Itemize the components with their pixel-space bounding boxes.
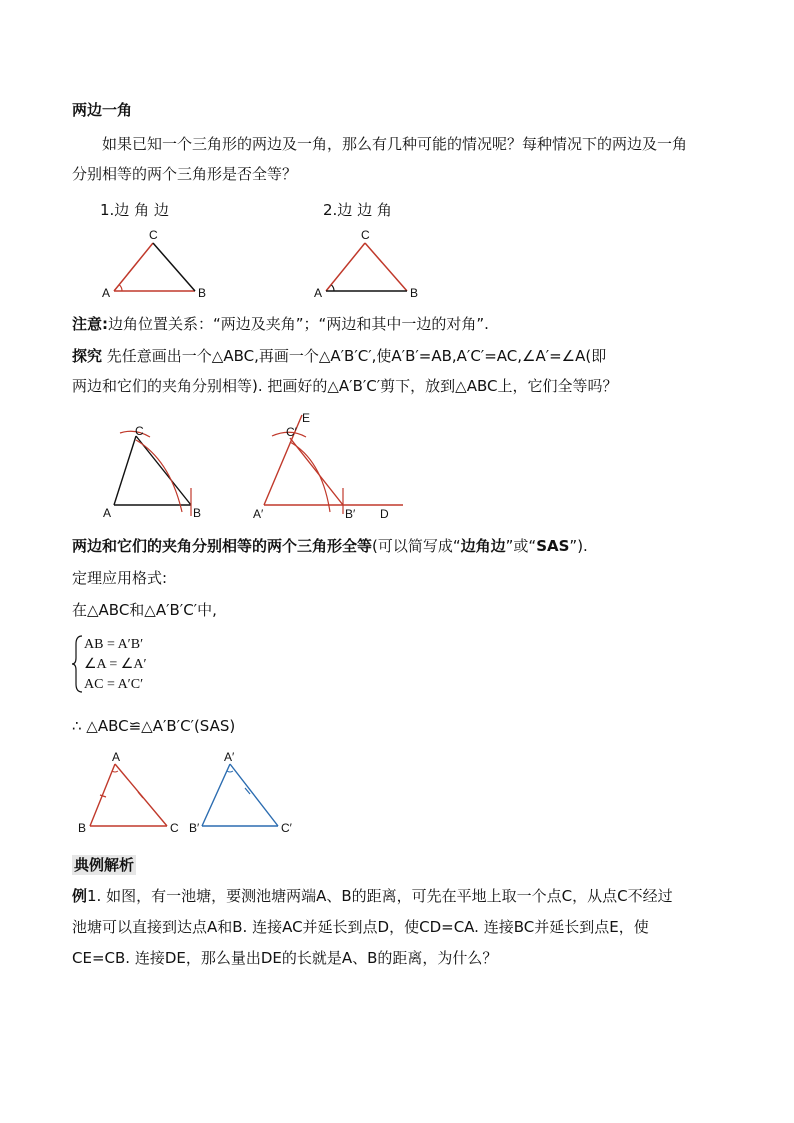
- condition-3: AC = A′C′: [84, 677, 144, 692]
- example-section-heading: [72, 855, 136, 875]
- example1-text-1: 1. 如图，有一池塘，要测池塘两端A、B的距离，可先在平地上取一个点C，从点C不经过: [87, 887, 673, 905]
- example-section-tag: 典例解析: [74, 856, 135, 874]
- note-line: [72, 314, 489, 334]
- condition-2: ∠A = ∠A′: [84, 657, 147, 672]
- figure-construction-right: [250, 410, 410, 520]
- case2-label: 2.边 边 角: [323, 201, 392, 219]
- fig1-label-b: B: [198, 286, 207, 300]
- theorem-text-c: ”).: [569, 537, 588, 555]
- fig2-label-c: C: [361, 228, 370, 242]
- fig4-label-c-prime: C′: [286, 425, 297, 439]
- theorem-text-a: (可以简写成“: [372, 537, 461, 555]
- conclusion: ∴ △ABC≌△A′B′C′(SAS): [72, 717, 236, 735]
- explore-line-1: [72, 346, 606, 366]
- example1-line-3: CE=CB. 连接DE，那么量出DE的长就是A、B的距离，为什么？: [72, 949, 498, 967]
- format-title: 定理应用格式:: [72, 569, 168, 587]
- fig5-label-c-prime: C′: [281, 821, 292, 835]
- fig1-label-a: A: [102, 286, 111, 300]
- condition-1: AB = A′B′: [84, 637, 144, 652]
- fig3-label-b: B: [193, 506, 202, 520]
- fig5-label-a: A: [112, 750, 121, 764]
- fig5-label-c: C: [170, 821, 179, 835]
- figure-sas-triangle: [100, 228, 215, 300]
- theorem-bold: 两边和它们的夹角分别相等的两个三角形全等: [72, 537, 373, 555]
- fig5-label-b: B: [78, 821, 87, 835]
- explore-label: 探究: [72, 347, 103, 365]
- fig4-label-a-prime: A′: [253, 507, 264, 521]
- note-text: 边角位置关系：“两边及夹角”；“两边和其中一边的对角”.: [108, 315, 489, 333]
- explore-text-1: 先任意画出一个△ABC,再画一个△A′B′C′,使A′B′=AB,A′C′=AC,∠A′=∠A(即: [102, 347, 607, 365]
- example1-label: 例: [72, 887, 88, 905]
- fig3-label-a: A: [103, 506, 112, 520]
- example1-line-1: [72, 886, 673, 906]
- theorem-sas: SAS: [536, 537, 570, 555]
- theorem-text-b: ”或“: [505, 537, 537, 555]
- example1-line-2: 池塘可以直接到达点A和B. 连接AC并延长到点D，使CD=CA. 连接BC并延长到点E，使: [72, 918, 649, 936]
- fig5-label-a-prime: A′: [224, 750, 235, 764]
- note-label: 注意:: [72, 315, 108, 333]
- figure-construction-left: [100, 420, 210, 520]
- case1-label: 1.边 角 边: [100, 201, 169, 219]
- fig1-label-c: C: [149, 228, 158, 242]
- theorem-line: [72, 536, 588, 556]
- fig2-label-a: A: [314, 286, 323, 300]
- fig4-label-e: E: [302, 411, 311, 425]
- fig4-label-d: D: [380, 507, 389, 521]
- fig3-label-c: C: [135, 424, 144, 438]
- fig2-label-b: B: [410, 286, 419, 300]
- format-intro: 在△ABC和△A′B′C′中,: [72, 601, 217, 619]
- figure-ssa-triangle: [312, 228, 427, 300]
- section-title: 两边一角: [72, 101, 133, 119]
- brace-icon: [72, 634, 84, 694]
- intro-line-1: 如果已知一个三角形的两边及一角，那么有几种可能的情况呢？每种情况下的两边及一角: [102, 135, 688, 153]
- figure-congruent-triangles: [75, 750, 305, 840]
- fig4-label-b-prime: B′: [345, 507, 356, 521]
- explore-line-2: 两边和它们的夹角分别相等). 把画好的△A′B′C′剪下，放到△ABC上，它们全等吗？: [72, 377, 618, 395]
- theorem-sas-cn: 边角边: [460, 537, 506, 555]
- intro-line-2: 分别相等的两个三角形是否全等？: [72, 165, 298, 183]
- fig5-label-b-prime: B′: [189, 821, 200, 835]
